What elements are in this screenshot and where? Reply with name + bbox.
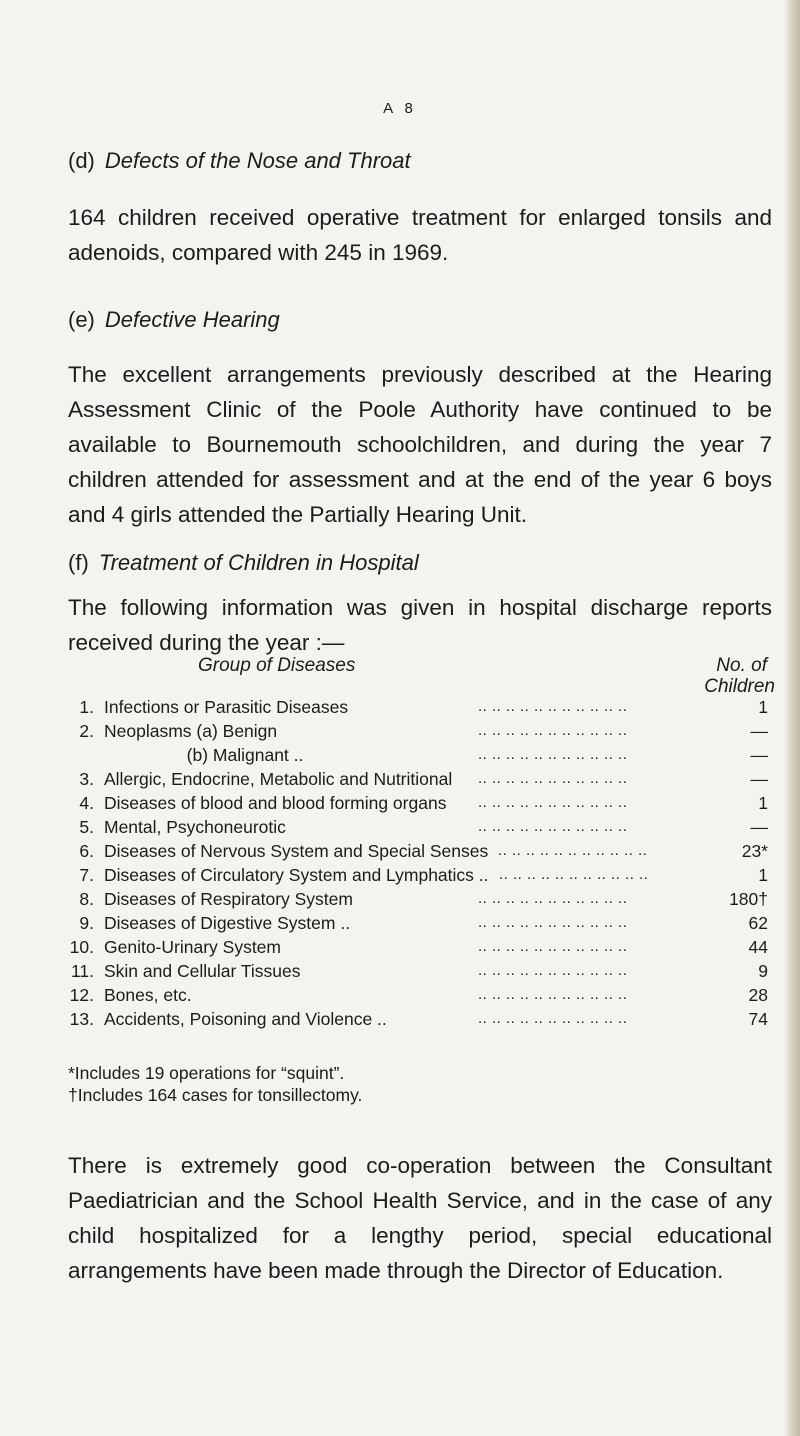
row-number: 7. [79,865,94,885]
row-disease-group: Infections or Parasitic Diseases [104,697,349,717]
row-leader-dots: .. .. .. .. .. .. .. .. .. .. .. [498,842,648,859]
table-row [68,815,768,839]
footnote-star: *Includes 19 operations for “squint”. [68,1063,345,1083]
page-edge-shadow [784,0,800,1436]
row-number: 10. [69,937,94,957]
table-row [68,719,768,743]
table-row [68,935,768,959]
section-d-label: (d) [68,148,95,173]
page-number: A 8 [383,100,417,117]
row-children-count: — [750,721,768,741]
row-disease-group: (b) Malignant .. [104,745,304,765]
row-disease-group: Mental, Psychoneurotic [104,817,286,837]
row-children-count: — [750,817,768,837]
section-e-text: The excellent arrangements previously described at the Hearing Assessment Clinic of the Poole Authority have continued to be available to Bournemouth schoolchildren, and during the year 7 children attended for assessment and at the end of the year 6 boys and 4 girls attended the Partially Hearing Unit. [68,362,772,527]
row-children-count: 1 [758,697,768,717]
table-row [68,1007,768,1031]
row-number: 9. [79,913,94,933]
section-f-heading [68,550,419,576]
row-number: 2. [79,721,94,741]
row-disease-group: Diseases of blood and blood forming organs [104,793,447,813]
row-disease-group: Accidents, Poisoning and Violence .. [104,1009,387,1029]
section-d-heading [68,148,411,174]
row-children-count: — [750,769,768,789]
section-f-text: The following information was given in hospital discharge reports received during the year :— [68,595,772,655]
row-number: 1. [79,697,94,717]
table-row [68,791,768,815]
column-header-count-line1: No. of [716,655,767,676]
column-header-count-line2: Children [704,676,775,697]
row-leader-dots: .. .. .. .. .. .. .. .. .. .. .. [499,866,649,883]
row-disease-group: Allergic, Endocrine, Metabolic and Nutritional [104,769,453,789]
row-disease-group: Genito-Urinary System [104,937,281,957]
table-row [68,911,768,935]
row-leader-dots: .. .. .. .. .. .. .. .. .. .. .. [478,986,628,1003]
section-e-heading [68,307,280,333]
closing-paragraph: There is extremely good co-operation between the Consultant Paediatrician and the School Health Service, and in the case of any child hospitalized for a lengthy period, special educational arrangements have been made through the Director of Education. [68,1153,772,1283]
row-number: 3. [79,769,94,789]
table-row [68,839,768,863]
row-number: 11. [70,961,94,981]
row-children-count: 1 [758,793,768,813]
table-row [68,767,768,791]
row-leader-dots: .. .. .. .. .. .. .. .. .. .. .. [478,770,628,787]
table-row [68,743,768,767]
row-children-count: — [750,745,768,765]
section-f-title: Treatment of Children in Hospital [98,550,419,575]
row-leader-dots: .. .. .. .. .. .. .. .. .. .. .. [478,890,628,907]
row-children-count: 23* [741,841,768,861]
section-f-label: (f) [68,550,89,575]
row-children-count: 28 [748,985,768,1005]
row-disease-group: Diseases of Respiratory System [104,889,353,909]
section-d-text: 164 children received operative treatment for enlarged tonsils and adenoids, compared with 245 in 1969. [68,205,772,265]
column-header-count [675,655,775,697]
row-leader-dots: .. .. .. .. .. .. .. .. .. .. .. [478,818,628,835]
row-number: 4. [79,793,94,813]
row-number: 5. [79,817,94,837]
row-children-count: 62 [748,913,768,933]
row-disease-group: Neoplasms (a) Benign [104,721,278,741]
row-number: 13. [69,1009,94,1029]
row-leader-dots: .. .. .. .. .. .. .. .. .. .. .. [478,938,628,955]
section-e-title: Defective Hearing [104,307,280,332]
table-row [68,863,768,887]
row-leader-dots: .. .. .. .. .. .. .. .. .. .. .. [478,794,628,811]
row-leader-dots: .. .. .. .. .. .. .. .. .. .. .. [478,698,628,715]
footnote-dagger: †Includes 164 cases for tonsillectomy. [68,1085,363,1105]
row-number: 8. [79,889,94,909]
row-children-count: 74 [748,1009,768,1029]
row-children-count: 44 [748,937,768,957]
table-row [68,983,768,1007]
table-row [68,959,768,983]
disease-table [68,695,768,1031]
column-header-group: Group of Diseases [198,655,356,676]
row-leader-dots: .. .. .. .. .. .. .. .. .. .. .. [478,1010,628,1027]
row-leader-dots: .. .. .. .. .. .. .. .. .. .. .. [478,746,628,763]
row-disease-group: Diseases of Nervous System and Special Senses [104,841,489,861]
section-d-title: Defects of the Nose and Throat [104,148,411,173]
row-leader-dots: .. .. .. .. .. .. .. .. .. .. .. [478,722,628,739]
row-disease-group: Diseases of Circulatory System and Lymphatics .. [104,865,489,885]
section-e-label: (e) [68,307,95,332]
table-row [68,887,768,911]
row-number: 6. [79,841,94,861]
row-disease-group: Diseases of Digestive System .. [104,913,351,933]
row-number: 12. [69,985,94,1005]
row-leader-dots: .. .. .. .. .. .. .. .. .. .. .. [478,962,628,979]
row-leader-dots: .. .. .. .. .. .. .. .. .. .. .. [478,914,628,931]
table-row [68,695,768,719]
row-children-count: 1 [758,865,768,885]
row-disease-group: Bones, etc. [104,985,192,1005]
row-disease-group: Skin and Cellular Tissues [104,961,301,981]
row-children-count: 9 [758,961,768,981]
row-children-count: 180† [729,889,768,909]
